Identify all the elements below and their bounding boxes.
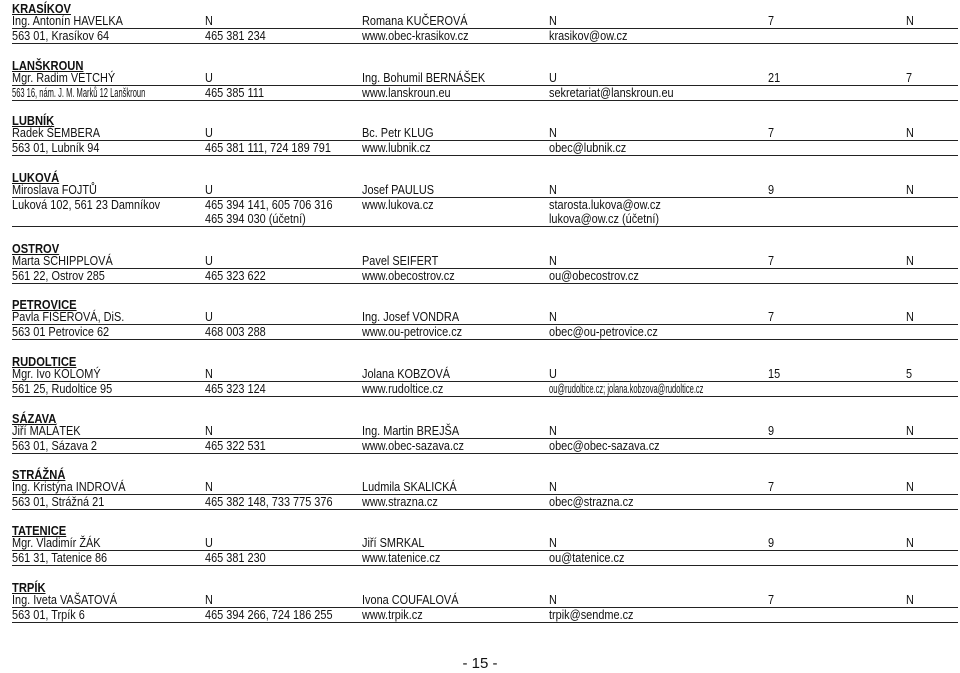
phone: 465 394 141, 605 706 316 — [205, 197, 333, 212]
municipality-entry — [12, 522, 958, 579]
deputy-employment-type: N — [549, 13, 557, 28]
municipality-name: RUDOLTICE — [12, 354, 77, 369]
municipality-name: SÁZAVA — [12, 411, 57, 426]
employment-type: U — [205, 70, 213, 85]
mayor-name: Mgr. Radim VETCHÝ — [12, 70, 116, 85]
municipality-entry — [12, 57, 958, 112]
deputy-employment-type: N — [549, 309, 557, 324]
municipality-entry — [12, 296, 958, 353]
email: krasikov@ow.cz — [549, 28, 628, 43]
phone: 465 381 111, 724 189 791 — [205, 140, 331, 155]
phone: 465 382 148, 733 775 376 — [205, 494, 333, 509]
website: www.obecostrov.cz — [362, 268, 455, 283]
address: 561 22, Ostrov 285 — [12, 268, 105, 283]
email: ou@rudoltice.cz; jolana.kobzova@rudoltice.cz — [549, 381, 704, 396]
municipality-name: LUBNÍK — [12, 113, 55, 128]
deputy-employment-type: N — [549, 535, 557, 550]
address: 561 25, Rudoltice 95 — [12, 381, 113, 396]
website: www.strazna.cz — [362, 494, 438, 509]
phone: 465 323 622 — [205, 268, 266, 283]
mayor-name: Marta SCHIPPLOVÁ — [12, 253, 113, 268]
phone: 465 381 230 — [205, 550, 266, 565]
deputy-name: Ing. Josef VONDRA — [362, 309, 460, 324]
address: 561 31, Tatenice 86 — [12, 550, 108, 565]
address: 563 01, Trpík 6 — [12, 607, 85, 622]
deputy-name: Ing. Martin BREJŠA — [362, 423, 460, 438]
employment-type: U — [205, 253, 213, 268]
board-members: N — [906, 253, 914, 268]
council-members: 7 — [768, 13, 775, 28]
board-members: 7 — [906, 70, 913, 85]
deputy-employment-type: N — [549, 253, 557, 268]
employment-type: N — [205, 366, 213, 381]
employment-type: N — [205, 423, 213, 438]
address: 563 01, Sázava 2 — [12, 438, 98, 453]
council-members: 9 — [768, 423, 775, 438]
accounting-phone: 465 394 030 (účetní) — [205, 211, 306, 226]
deputy-employment-type: N — [549, 125, 557, 140]
municipality-name: OSTROV — [12, 241, 60, 256]
board-members: N — [906, 125, 914, 140]
website: www.tatenice.cz — [362, 550, 441, 565]
municipality-entry — [12, 353, 958, 410]
municipality-name: TRPÍK — [12, 580, 46, 595]
email: ou@obecostrov.cz — [549, 268, 639, 283]
email: obec@strazna.cz — [549, 494, 634, 509]
employment-type: N — [205, 13, 213, 28]
phone: 468 003 288 — [205, 324, 266, 339]
email: sekretariat@lanskroun.eu — [549, 85, 674, 100]
deputy-name: Jolana KOBZOVÁ — [362, 366, 451, 381]
council-members: 9 — [768, 182, 775, 197]
municipality-entry — [12, 112, 958, 169]
board-members: N — [906, 13, 914, 28]
deputy-name: Pavel SEIFERT — [362, 253, 439, 268]
municipality-entry — [12, 169, 958, 240]
deputy-employment-type: N — [549, 592, 557, 607]
municipality-entry — [12, 579, 958, 627]
address: 563 01, Strážná 21 — [12, 494, 105, 509]
employment-type: N — [205, 479, 213, 494]
phone: 465 394 266, 724 186 255 — [205, 607, 333, 622]
employment-type: U — [205, 535, 213, 550]
email: ou@tatenice.cz — [549, 550, 625, 565]
deputy-name: Jiří SMRKAL — [362, 535, 425, 550]
website: www.ou-petrovice.cz — [362, 324, 463, 339]
phone: 465 381 234 — [205, 28, 266, 43]
deputy-name: Romana KUČEROVÁ — [362, 13, 468, 28]
email: obec@obec-sazava.cz — [549, 438, 660, 453]
email: starosta.lukova@ow.cz — [549, 197, 661, 212]
website: www.obec-sazava.cz — [362, 438, 464, 453]
address: 563 16, nám. J. M. Marků 12 Lanškroun — [12, 85, 146, 100]
address: 563 01 Petrovice 62 — [12, 324, 110, 339]
website: www.rudoltice.cz — [362, 381, 444, 396]
phone: 465 385 111 — [205, 85, 265, 100]
website: www.lukova.cz — [362, 197, 434, 212]
council-members: 7 — [768, 592, 775, 607]
board-members: N — [906, 423, 914, 438]
email: trpik@sendme.cz — [549, 607, 634, 622]
phone: 465 323 124 — [205, 381, 266, 396]
deputy-employment-type: N — [549, 182, 557, 197]
municipality-entry — [12, 240, 958, 296]
deputy-name: Josef PAULUS — [362, 182, 435, 197]
mayor-name: Ing. Iveta VAŠATOVÁ — [12, 592, 118, 607]
mayor-name: Mgr. Ivo KOLOMÝ — [12, 366, 101, 381]
address: 563 01, Lubník 94 — [12, 140, 100, 155]
municipality-entry — [12, 0, 958, 57]
council-members: 7 — [768, 309, 775, 324]
council-members: 7 — [768, 479, 775, 494]
mayor-name: Mgr. Vladimír ŽÁK — [12, 535, 101, 550]
council-members: 15 — [768, 366, 781, 381]
deputy-name: Ivona COUFALOVÁ — [362, 592, 459, 607]
board-members: N — [906, 535, 914, 550]
board-members: N — [906, 592, 914, 607]
deputy-name: Bc. Petr KLUG — [362, 125, 434, 140]
municipality-name: LANŠKROUN — [12, 58, 84, 73]
mayor-name: Jiří MALÁTEK — [12, 423, 81, 438]
municipality-name: LUKOVÁ — [12, 170, 60, 185]
mayor-name: Radek ŠEMBERA — [12, 125, 101, 140]
deputy-employment-type: N — [549, 423, 557, 438]
employment-type: N — [205, 592, 213, 607]
employment-type: U — [205, 182, 213, 197]
accounting-email: lukova@ow.cz (účetní) — [549, 211, 660, 226]
mayor-name: Miroslava FOJTŮ — [12, 182, 97, 197]
municipality-name: TATENICE — [12, 523, 67, 538]
deputy-name: Ludmila SKALICKÁ — [362, 479, 457, 494]
council-members: 21 — [768, 70, 781, 85]
board-members: N — [906, 479, 914, 494]
website: www.lanskroun.eu — [362, 85, 451, 100]
website: www.lubnik.cz — [362, 140, 431, 155]
email: obec@ou-petrovice.cz — [549, 324, 658, 339]
municipality-entry — [12, 410, 958, 466]
council-members: 7 — [768, 253, 775, 268]
mayor-name: Ing. Kristýna INDROVÁ — [12, 479, 126, 494]
council-members: 9 — [768, 535, 775, 550]
website: www.obec-krasikov.cz — [362, 28, 469, 43]
page-number: - 15 - — [462, 655, 498, 672]
address: 563 01, Krasíkov 64 — [12, 28, 110, 43]
board-members: N — [906, 309, 914, 324]
deputy-name: Ing. Bohumil BERNÁŠEK — [362, 70, 486, 85]
employment-type: U — [205, 309, 213, 324]
municipality-name: PETROVICE — [12, 297, 77, 312]
municipality-directory — [12, 0, 958, 627]
email: obec@lubnik.cz — [549, 140, 627, 155]
municipality-entry — [12, 466, 958, 522]
board-members: 5 — [906, 366, 913, 381]
municipality-name: STRÁŽNÁ — [12, 467, 66, 482]
board-members: N — [906, 182, 914, 197]
address: Luková 102, 561 23 Damníkov — [12, 197, 161, 212]
municipality-name: KRASÍKOV — [12, 1, 72, 16]
deputy-employment-type: U — [549, 70, 557, 85]
deputy-employment-type: U — [549, 366, 557, 381]
mayor-name: Pavla FIŠEROVÁ, DiS. — [12, 309, 125, 324]
council-members: 7 — [768, 125, 775, 140]
employment-type: U — [205, 125, 213, 140]
mayor-name: Ing. Antonín HAVELKA — [12, 13, 123, 28]
phone: 465 322 531 — [205, 438, 266, 453]
deputy-employment-type: N — [549, 479, 557, 494]
website: www.trpik.cz — [362, 607, 423, 622]
